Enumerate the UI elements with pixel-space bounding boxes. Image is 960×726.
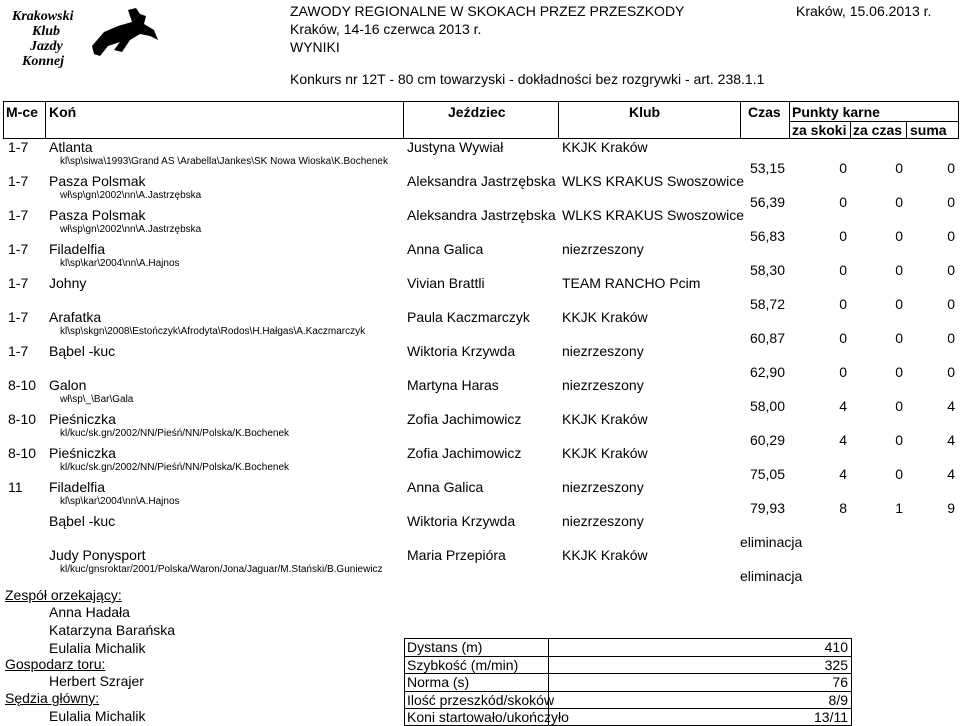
time-penalty-cell: 1 xyxy=(895,500,903,516)
sum-cell: 0 xyxy=(947,160,955,176)
place-cell: 1-7 xyxy=(8,207,29,223)
team-label: Zespół orzekający: xyxy=(5,587,122,603)
horse-info-cell: wł\sp\gn\2002\nn\A.Jastrzębska xyxy=(60,190,202,201)
jump-penalty-cell: 0 xyxy=(839,262,847,278)
rider-cell: Paula Kaczmarczyk xyxy=(407,309,530,325)
place-cell: 8-10 xyxy=(8,411,37,427)
logo-line-4: Konnej xyxy=(22,54,65,68)
competition-title: Konkurs nr 12T - 80 cm towarzyski - dokładności bez rozgrywki - art. 238.1.1 xyxy=(290,71,765,87)
jump-penalty-cell: 4 xyxy=(839,466,847,482)
place-cell: 1-7 xyxy=(8,241,29,257)
col-border xyxy=(958,101,959,138)
time-cell: 60,87 xyxy=(749,330,785,346)
club-cell: niezrzeszony xyxy=(562,343,644,359)
stat-label: Ilość przeszkód/skoków xyxy=(407,691,555,708)
col-rider: Jeździec xyxy=(448,104,506,120)
team-member: Katarzyna Barańska xyxy=(49,622,176,638)
time-cell: 58,30 xyxy=(749,262,785,278)
stat-value: 325 xyxy=(824,656,848,673)
club-cell: KKJK Kraków xyxy=(562,547,648,563)
stat-value: 8/9 xyxy=(828,691,848,708)
col-border xyxy=(558,101,559,138)
club-cell: KKJK Kraków xyxy=(562,309,648,325)
sum-cell: 4 xyxy=(947,398,955,414)
time-penalty-cell: 0 xyxy=(895,364,903,380)
stat-value: 410 xyxy=(824,639,848,655)
team-member: Eulalia Michalik xyxy=(49,640,146,656)
col-place: M-ce xyxy=(6,104,38,120)
place-cell: 11 xyxy=(8,479,23,495)
horse-info-cell: wł\sp\gn\2002\nn\A.Jastrzębska xyxy=(60,224,202,235)
stat-value: 76 xyxy=(832,674,848,691)
judge-name: Eulalia Michalik xyxy=(49,708,146,724)
place-cell: 8-10 xyxy=(8,445,37,461)
jump-penalty-cell: 4 xyxy=(839,398,847,414)
horse-cell: Filadelfia xyxy=(49,479,106,495)
club-logo xyxy=(8,6,188,68)
horse-info-cell: wł\sp\_\Bar\Gala xyxy=(60,394,134,405)
col-time-penalty: za czas xyxy=(853,122,903,138)
horse-cell: Arafatka xyxy=(49,309,102,325)
col-time: Czas xyxy=(748,104,781,120)
rider-cell: Zofia Jachimowicz xyxy=(407,411,522,427)
section-title: WYNIKI xyxy=(290,39,340,55)
time-cell: 53,15 xyxy=(749,160,785,176)
col-border xyxy=(3,101,4,138)
sum-cell: 4 xyxy=(947,466,955,482)
jump-penalty-cell: 0 xyxy=(839,160,847,176)
time-penalty-cell: 0 xyxy=(895,466,903,482)
judge-label: Sędzia główny: xyxy=(5,690,100,706)
stat-label: Norma (s) xyxy=(407,674,470,691)
club-cell: KKJK Kraków xyxy=(562,411,648,427)
team-member: Anna Hadała xyxy=(49,604,130,620)
rider-cell: Vivian Brattli xyxy=(407,275,485,291)
club-cell: KKJK Kraków xyxy=(562,445,648,461)
rider-cell: Wiktoria Krzywda xyxy=(407,513,516,529)
host-name: Herbert Szrajer xyxy=(49,673,144,689)
jump-penalty-cell: 4 xyxy=(839,432,847,448)
rider-cell: Martyna Haras xyxy=(407,377,499,393)
horse-info-cell: kl/kuc/sk.gn/2002/NN/Pieśń/NN/Polska/K.Bochenek xyxy=(60,462,289,473)
time-penalty-cell: 0 xyxy=(895,398,903,414)
rider-cell: Anna Galica xyxy=(407,241,484,257)
time-cell: 62,90 xyxy=(749,364,785,380)
rider-cell: Wiktoria Krzywda xyxy=(407,343,516,359)
rider-cell: Aleksandra Jastrzębska xyxy=(407,207,556,223)
sum-cell: 0 xyxy=(947,262,955,278)
horse-cell: Bąbel -kuc xyxy=(49,343,116,359)
event-location: Kraków, 14-16 czerwca 2013 r. xyxy=(290,21,482,37)
jump-penalty-cell: 0 xyxy=(839,296,847,312)
sum-cell: 0 xyxy=(947,330,955,346)
time-penalty-cell: 0 xyxy=(895,262,903,278)
time-cell: 79,93 xyxy=(749,500,785,516)
horse-info-cell: kl/kuc/sk.gn/2002/NN/Pieśń/NN/Polska/K.Bochenek xyxy=(60,428,289,439)
rider-cell: Aleksandra Jastrzębska xyxy=(407,173,556,189)
col-club: Klub xyxy=(629,104,661,120)
place-cell: 1-7 xyxy=(8,275,29,291)
rider-cell: Anna Galica xyxy=(407,479,484,495)
time-cell: 75,05 xyxy=(749,466,785,482)
horse-info-cell: kl/kuc/gnsroktar/2001/Polska/Waron/Jona/Jaguar/M.Stański/B.Guniewicz xyxy=(60,564,383,575)
horse-cell: Atlanta xyxy=(49,139,93,155)
place-cell: 8-10 xyxy=(8,377,37,393)
horse-cell: Galon xyxy=(49,377,87,393)
place-cell: 1-7 xyxy=(8,139,29,155)
club-cell: WLKS KRAKUS Swoszowice xyxy=(562,207,745,223)
stat-label: Koni startowało/ukończyło xyxy=(407,709,569,726)
col-penalties: Punkty karne xyxy=(792,104,880,120)
report-date: Kraków, 15.06.2013 r. xyxy=(796,3,932,19)
logo-line-3: Jazdy xyxy=(30,39,63,54)
place-cell: 1-7 xyxy=(8,343,29,359)
horse-info-cell: kl\sp\siwa\1993\Grand AS \Arabella\Jankes\SK Nowa Wioska\K.Bochenek xyxy=(60,156,388,167)
time-penalty-cell: 0 xyxy=(895,194,903,210)
time-cell: 56,39 xyxy=(749,194,785,210)
horse-cell: Pasza Polsmak xyxy=(49,207,146,223)
host-label: Gospodarz toru: xyxy=(5,656,106,672)
sum-cell: 4 xyxy=(947,432,955,448)
club-cell: TEAM RANCHO Pcim xyxy=(562,275,701,291)
col-border xyxy=(45,101,46,138)
club-cell: niezrzeszony xyxy=(562,513,644,529)
event-title: ZAWODY REGIONALNE W SKOKACH PRZEZ PRZESZKODY xyxy=(290,3,685,19)
stat-label: Szybkość (m/min) xyxy=(407,656,519,673)
col-sum: suma xyxy=(910,122,947,138)
jump-penalty-cell: 0 xyxy=(839,330,847,346)
stat-label: Dystans (m) xyxy=(407,639,483,655)
horse-info-cell: kl\sp\skgn\2008\Estończyk\Afrodyta\Rodos\H.Hałgas\A.Kaczmarczyk xyxy=(60,326,366,337)
col-horse: Koń xyxy=(49,104,77,120)
horse-cell: Filadelfia xyxy=(49,241,106,257)
horse-cell: Pieśniczka xyxy=(49,411,116,427)
rider-cell: Zofia Jachimowicz xyxy=(407,445,522,461)
horse-cell: Johny xyxy=(49,275,87,291)
time-cell: 60,29 xyxy=(749,432,785,448)
time-cell: 58,00 xyxy=(749,398,785,414)
club-cell: KKJK Kraków xyxy=(562,139,648,155)
time-cell: 58,72 xyxy=(749,296,785,312)
col-border xyxy=(403,101,404,138)
horse-info-cell: kl\sp\kar\2004\nn\A.Hajnos xyxy=(60,258,180,269)
club-cell: WLKS KRAKUS Swoszowice xyxy=(562,173,745,189)
col-border xyxy=(906,121,907,138)
col-border xyxy=(789,101,790,138)
result-status: eliminacja xyxy=(740,568,803,584)
jump-penalty-cell: 8 xyxy=(839,500,847,516)
logo-line-1: Krakowski xyxy=(12,9,74,24)
time-penalty-cell: 0 xyxy=(895,228,903,244)
club-cell: niezrzeszony xyxy=(562,479,644,495)
header-top-border xyxy=(3,101,959,102)
time-cell: 56,83 xyxy=(749,228,785,244)
jump-penalty-cell: 0 xyxy=(839,364,847,380)
rider-cell: Maria Przepióra xyxy=(407,547,506,563)
sum-cell: 9 xyxy=(947,500,955,516)
club-cell: niezrzeszony xyxy=(562,241,644,257)
sum-cell: 0 xyxy=(947,296,955,312)
rider-cell: Justyna Wywiał xyxy=(407,139,504,155)
horse-cell: Pasza Polsmak xyxy=(49,173,146,189)
jump-penalty-cell: 0 xyxy=(839,228,847,244)
jump-penalty-cell: 0 xyxy=(839,194,847,210)
col-jumps: za skoki xyxy=(792,122,847,138)
stat-value: 13/11 xyxy=(814,709,848,726)
club-cell: niezrzeszony xyxy=(562,377,644,393)
time-penalty-cell: 0 xyxy=(895,160,903,176)
time-penalty-cell: 0 xyxy=(895,330,903,346)
time-penalty-cell: 0 xyxy=(895,432,903,448)
result-status: eliminacja xyxy=(740,534,803,550)
col-border xyxy=(850,121,851,138)
place-cell: 1-7 xyxy=(8,173,29,189)
logo-line-2: Klub xyxy=(32,24,61,39)
sum-cell: 0 xyxy=(947,364,955,380)
sum-cell: 0 xyxy=(947,228,955,244)
horse-cell: Bąbel -kuc xyxy=(49,513,116,529)
col-border xyxy=(740,101,741,138)
horse-info-cell: kl\sp\kar\2004\nn\A.Hajnos xyxy=(60,496,180,507)
sum-cell: 0 xyxy=(947,194,955,210)
horse-cell: Judy Ponysport xyxy=(49,547,146,563)
place-cell: 1-7 xyxy=(8,309,29,325)
time-penalty-cell: 0 xyxy=(895,296,903,312)
horse-rider-icon xyxy=(92,8,158,56)
horse-cell: Pieśniczka xyxy=(49,445,116,461)
